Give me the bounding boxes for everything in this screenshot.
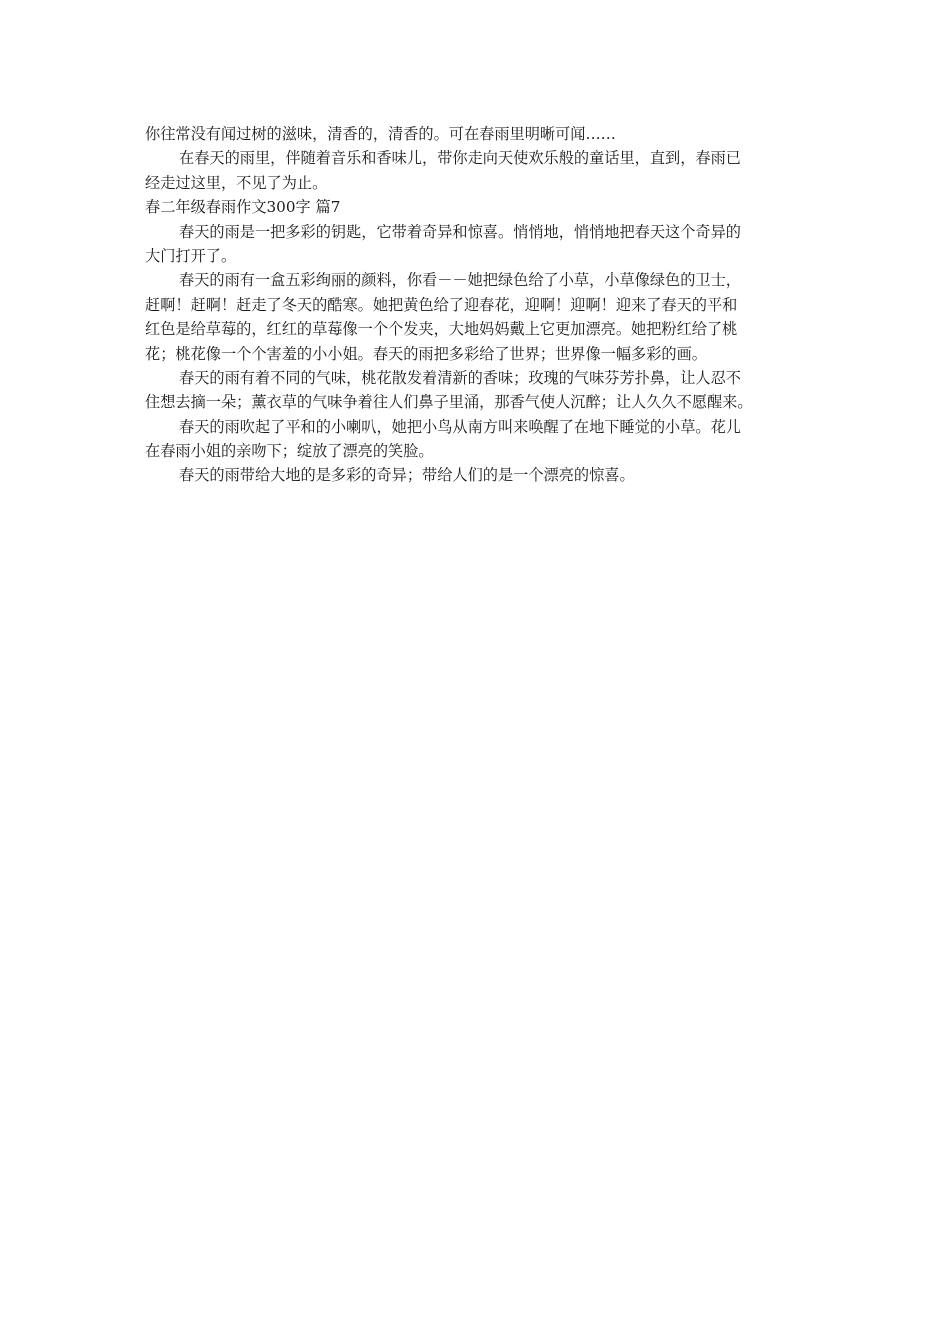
- paragraph-first-line: 春天的雨是一把多彩的钥匙，它带着奇异和惊喜。悄悄地，悄悄地把春天这个奇异的: [179, 222, 741, 241]
- text-line: 大门打开了。: [145, 246, 237, 265]
- document-page: [145, 122, 807, 488]
- text-line: 红色是给草莓的，红红的草莓像一个个发夹，大地妈妈戴上它更加漂亮。她把粉红给了桃: [145, 320, 738, 339]
- text-line: 在春雨小姐的亲吻下；绽放了漂亮的笑脸。: [145, 442, 434, 461]
- text-line: 住想去摘一朵；薰衣草的气味争着往人们鼻子里涌，那香气使人沉醉；让人久久不愿醒来。: [145, 393, 753, 412]
- text-line: 你往常没有闻过树的滋味，清香的，清香的。可在春雨里明晰可闻……: [145, 125, 616, 143]
- paragraph-first-line: 春天的雨带给大地的是多彩的奇异；带给人们的是一个漂亮的惊喜。: [179, 466, 635, 485]
- paragraph-first-line: 在春天的雨里，伴随着音乐和香味儿，带你走向天使欢乐般的童话里，直到，春雨已: [179, 149, 741, 168]
- text-line: 赶啊！赶啊！赶走了冬天的酷寒。她把黄色给了迎春花，迎啊！迎啊！迎来了春天的平和: [145, 295, 738, 314]
- paragraph-first-line: 春天的雨有着不同的气味，桃花散发着清新的香味；玫瑰的气味芬芳扑鼻，让人忍不: [179, 368, 741, 387]
- section-heading: 春二年级春雨作文300字 篇7: [145, 198, 341, 217]
- text-line: 花；桃花像一个个害羞的小小姐。春天的雨把多彩给了世界；世界像一幅多彩的画。: [145, 344, 707, 363]
- paragraph-first-line: 春天的雨吹起了平和的小喇叭，她把小鸟从南方叫来唤醒了在地下睡觉的小草。花儿: [179, 417, 741, 436]
- text-line: 经走过这里，不见了为止。: [145, 173, 328, 192]
- paragraph-first-line: 春天的雨有一盒五彩绚丽的颜料，你看－－她把绿色给了小草，小草像绿色的卫士，: [179, 271, 741, 290]
